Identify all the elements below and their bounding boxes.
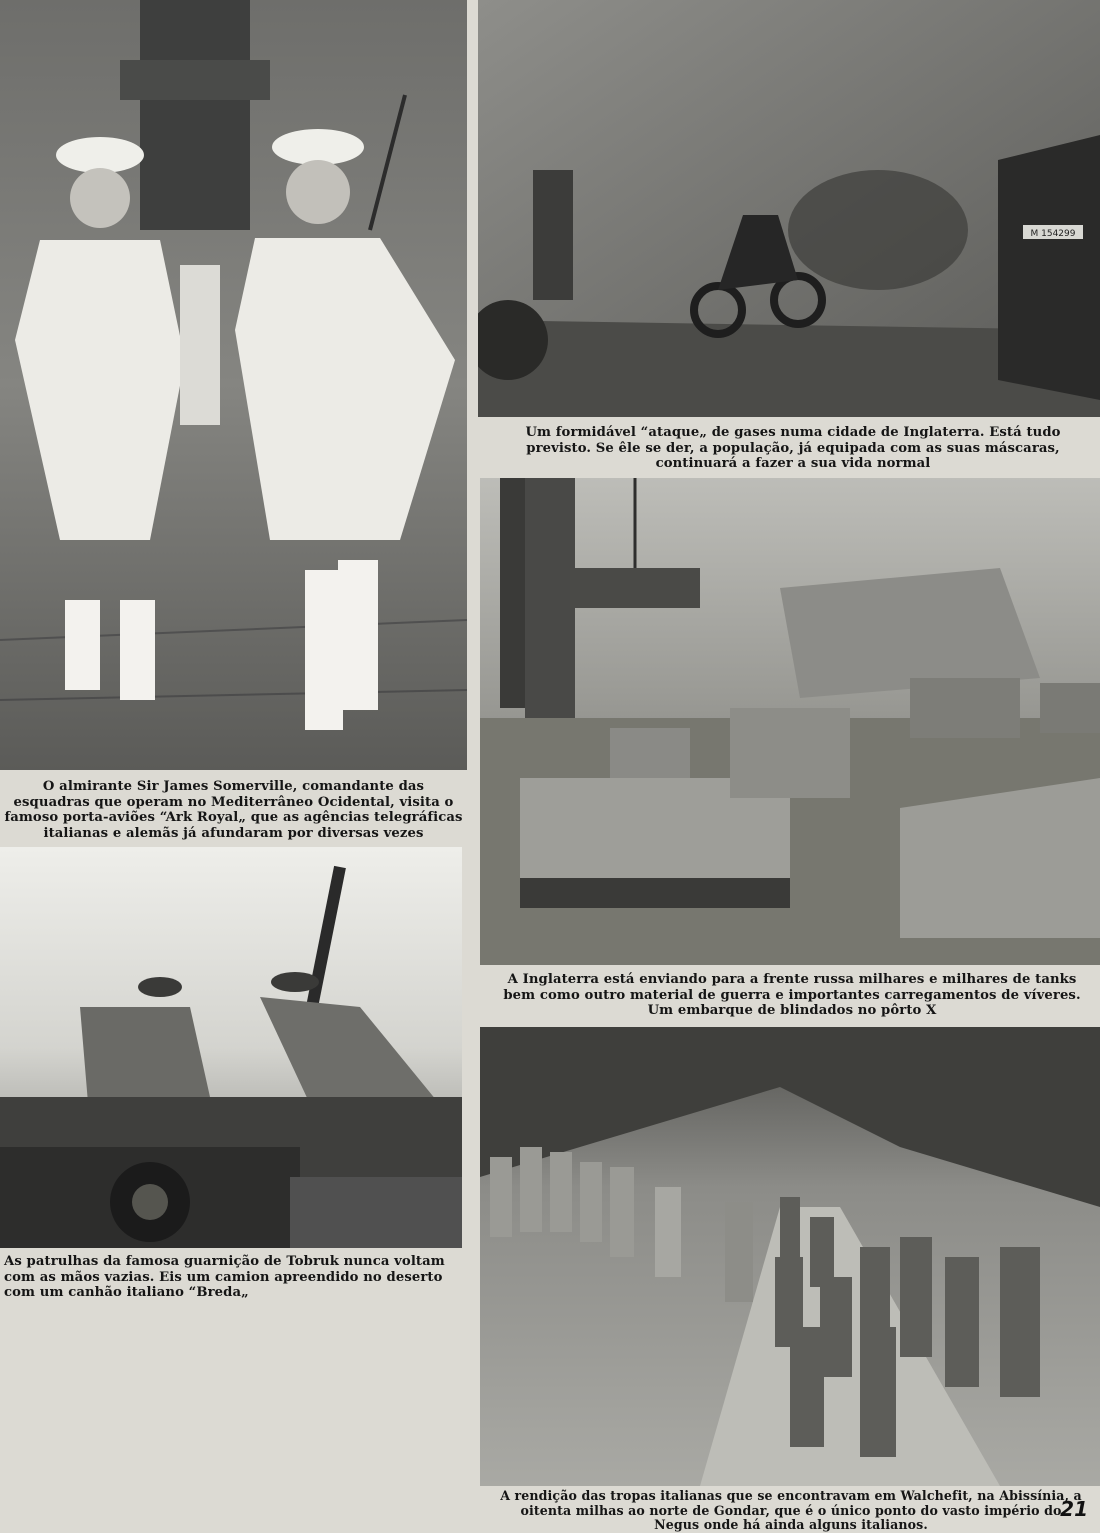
photo-gas-attack (478, 0, 1100, 417)
caption-tobruk-truck: As patrulhas da famosa guarnição de Tobruk nunca voltam com as mãos vazias. Eis um camion apreendido no deserto com um canhão italiano “Breda„ (4, 1254, 445, 1300)
gas-attack-photo-image (478, 0, 1100, 417)
admirals-photo-image (0, 0, 467, 770)
caption-surrender-text: A rendição das tropas italianas que se encontravam em Walchefit, na Abissínia, a oitenta milhas ao norte de Gondar, que é o único ponto do vasto império do Negus onde há ainda alguns italianos. (500, 1488, 1082, 1532)
photo-surrender (480, 1027, 1100, 1486)
surrender-photo-image (480, 1027, 1100, 1486)
caption-admirals: O almirante Sir James Somerville, comandante das esquadras que operam no Mediterrâneo Ocidental, visita o famoso porta-aviões “Ark Royal„ que as agências telegráficas italianas e alemãs já afundaram por diversas vezes (4, 779, 463, 841)
vehicle-plate-text: M 154299 (1030, 229, 1076, 239)
photo-tobruk-truck (0, 847, 462, 1248)
page-number: 21 (1060, 1497, 1088, 1521)
caption-tanks-port: A Inglaterra está enviando para a frente russa milhares e milhares de tanks bem como outro material de guerra e importantes carregamentos de víveres. Um embarque de blindados no pôrto X (503, 972, 1081, 1018)
tanks-port-photo-image (480, 478, 1100, 965)
caption-gas-attack: Um formidável “ataque„ de gases numa cidade de Inglaterra. Está tudo previsto. Se êle se der, a população, já equipada com as suas máscaras, continuará a fazer a sua vida normal (525, 425, 1061, 471)
photo-tanks-port (480, 478, 1100, 965)
tobruk-truck-photo-image (0, 847, 462, 1248)
photo-admirals (0, 0, 467, 770)
